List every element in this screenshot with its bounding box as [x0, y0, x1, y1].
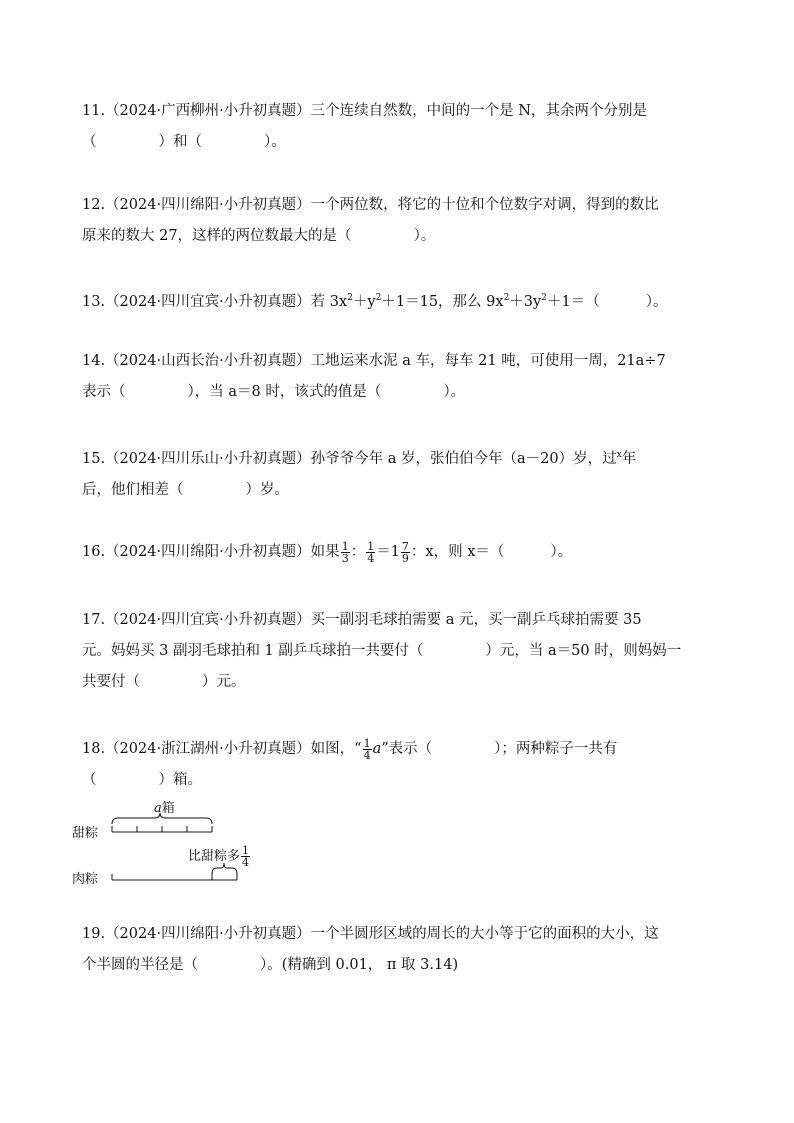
question-19: [82, 919, 722, 981]
question-15: [82, 440, 722, 506]
q17-line2: [82, 636, 722, 667]
question-16: [82, 537, 722, 568]
q12-line1: 12.（2024·四川绵阳·小升初真题）一个两位数，将它的十位和个位数字对调，得到的数比: [82, 197, 659, 213]
fraction-one-quarter: $\frac{1}{4}$: [363, 736, 371, 762]
q16-text: 16.（2024·四川绵阳·小升初真题）如果: [82, 544, 340, 560]
q13-exponent: 2: [503, 293, 510, 303]
fraction-one-quarter: $\frac{1}{4}$: [242, 844, 250, 869]
q15-variable-x: x: [616, 450, 622, 460]
q16-text: ：: [350, 544, 366, 560]
q15-text: ）岁。: [245, 482, 289, 498]
q11-line2: [82, 127, 722, 158]
q13-exponent: 2: [347, 293, 353, 303]
question-17: [82, 605, 722, 698]
q16-text: ）。: [550, 544, 573, 560]
q18-text: ”表示（: [381, 741, 433, 757]
q16-text: ＝1: [376, 544, 400, 560]
q19-text: 个半圆的半径是（: [82, 957, 198, 973]
q15-text: 年: [621, 451, 637, 467]
q18-text: 18.（2024·浙江湖州·小升初真题）如图，“: [82, 741, 362, 757]
q18-text: ）；两种粽子一共有: [494, 741, 618, 757]
q13-text: ＋y: [352, 294, 376, 310]
q12-line2: [82, 221, 722, 252]
q11-text: （: [82, 134, 97, 150]
zongzi-line-diagram: [72, 800, 312, 890]
q12-text: 原来的数大 27，这样的两位数最大的是（: [82, 228, 352, 244]
q17-text: ）元，当 a＝50 时，则妈妈一: [485, 643, 682, 659]
question-18: [82, 734, 722, 796]
q15-text: 15.（2024·四川乐山·小升初真题）孙爷爷今年 a 岁，张伯伯今年（a－20）岁，过: [82, 451, 617, 467]
question-14: [82, 346, 722, 408]
q18-text: （: [82, 772, 97, 788]
q17-text: 共要付（: [82, 674, 140, 690]
q18-line2: [82, 765, 722, 796]
q11-line1: 11.（2024·广西柳州·小升初真题）三个连续自然数，中间的一个是 N，其余两个分别是: [82, 103, 647, 119]
q12-text: ）。: [413, 228, 436, 244]
question-13: [82, 283, 722, 318]
q18-line1: [82, 734, 722, 765]
q14-text: ），当 a＝8 时，该式的值是（: [187, 384, 382, 400]
q15-line1: [82, 440, 722, 475]
q13-exponent: 2: [541, 293, 547, 303]
q11-text: ）。: [264, 134, 286, 150]
q15-line2: [82, 475, 722, 506]
q13-text: 13.（2024·四川宜宾·小升初真题）若 3x: [82, 294, 348, 310]
top-brace-label: a箱: [154, 801, 175, 816]
q14-text: 表示（: [82, 384, 126, 400]
q13-exponent: 2: [375, 293, 382, 303]
question-11: [82, 96, 722, 158]
question-12: [82, 190, 722, 252]
fraction-one-quarter: $\frac{1}{4}$: [367, 539, 375, 565]
q13-text: ＋3y: [509, 294, 542, 310]
q14-text: ）。: [443, 384, 466, 400]
q17-line3: [82, 667, 722, 698]
q15-text: 后，他们相差（: [82, 482, 184, 498]
q13-text: ＋1＝（: [546, 294, 600, 310]
more-label: 比甜粽多 $\frac{1}{4}$: [188, 844, 250, 869]
q17-line1: 17.（2024·四川宜宾·小升初真题）买一副羽毛球拍需要 a 元，买一副乒乓球拍需要 35: [82, 612, 642, 628]
q18-text: ）箱。: [158, 772, 202, 788]
q14-line2: [82, 377, 722, 408]
q13-text: ）。: [645, 294, 668, 310]
q16-text: ：x，则 x＝（: [410, 544, 505, 560]
q17-text: 元。妈妈买 3 副羽毛球拍和 1 副乒乓球拍一共要付（: [82, 643, 424, 659]
q19-line2: [82, 950, 722, 981]
fraction-one-third: $\frac{1}{3}$: [341, 539, 349, 565]
q14-line1: 14.（2024·山西长治·小升初真题）工地运来水泥 a 车，每车 21 吨，可使用一周，21a÷7: [82, 353, 666, 369]
q11-text: ）和（: [158, 134, 202, 150]
fraction-seven-ninths: $\frac{7}{9}$: [401, 539, 409, 565]
q19-text: ）。(精确到 0.01， π 取 3.14): [260, 957, 459, 973]
meat-label: 肉粽: [72, 872, 99, 887]
q19-line1: 19.（2024·四川绵阳·小升初真题）一个半圆形区域的周长的大小等于它的面积的大小，这: [82, 926, 659, 942]
q18-variable-a: a: [372, 741, 382, 757]
q13-text: ＋1＝15，那么 9x: [381, 294, 504, 310]
q17-text: ）元。: [202, 674, 246, 690]
sweet-label: 甜粽: [72, 826, 99, 841]
